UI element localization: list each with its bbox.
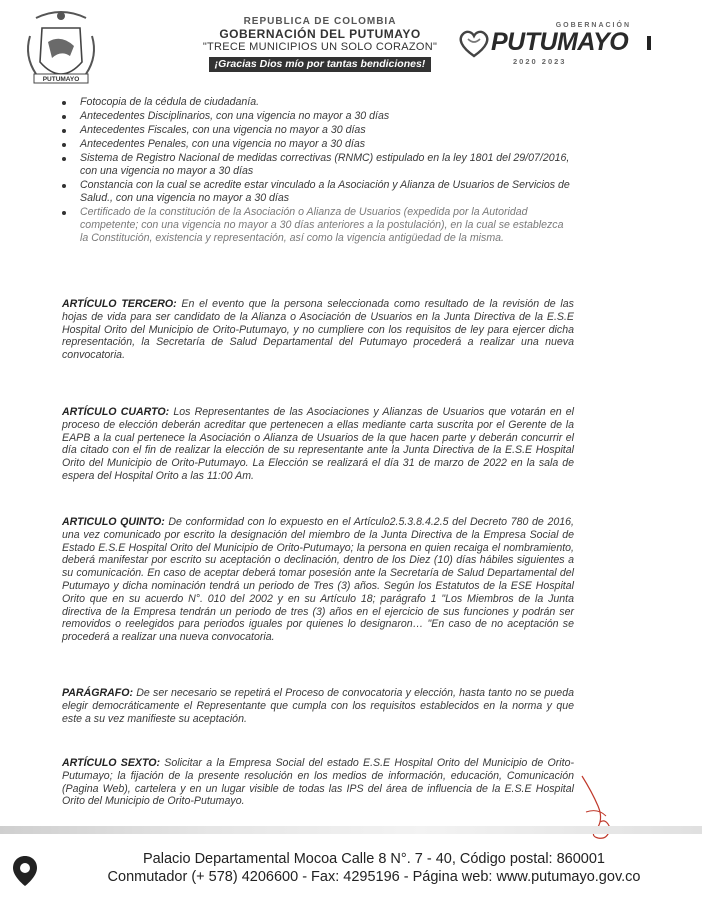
footer-contact	[54, 850, 694, 886]
article-heading: ARTÍCULO CUARTO:	[62, 406, 170, 418]
scan-divider	[0, 826, 702, 834]
government-title: GOBERNACIÓN DEL PUTUMAYO	[219, 27, 421, 41]
footer-address: Palacio Departamental Mocoa Calle 8 N°. 7 - 40, Código postal: 860001	[142, 851, 605, 867]
article-text: Solicitar a la Empresa Social del estado E.S.E Hospital Orito del Municipio de Orito-Putumayo; la fijación de la presente resolución en los medios de información, educación, Comunicación (Pagina Web), cartelera y en un lugar visible de todas las IPS del área de influencia de la E.S.E Hospital Orito del Municipio de Orito-Putumayo.	[62, 757, 574, 808]
motto: "TRECE MUNICIPIOS UN SOLO CORAZON"	[202, 41, 438, 53]
putumayo-brand-logo	[455, 22, 635, 68]
requirements-list	[62, 96, 574, 246]
article-text: Los Representantes de las Asociaciones y Alianzas de Usuarios que votarán en el proceso de elección deberán acreditar que pertenecen a ellas mediante carta suscrita por el Gerente de la EAPB a la cual pertenece la Asociación o Alianza de Usuarios de la que hacen parte y deberán concurrir el día citado con el fin de realizar la elección de su representante ante la Junta Directiva de la E.S.E Hospital Orito del Municipio de Orito-Putumayo. La Elección se realizará el día 31 de marzo de 2022 en la sala de espera del Hospital Orito a las 11:00 Am.	[62, 406, 574, 482]
article-cuarto	[62, 406, 574, 483]
seal-label: PUTUMAYO	[42, 76, 80, 83]
article-quinto	[62, 516, 574, 644]
footer-phone-web: Conmutador (+ 578) 4206600 - Fax: 4295196 - Página web: www.putumayo.gov.co	[107, 869, 641, 885]
article-text: En el evento que la persona seleccionada como resultado de la revisión de las hojas de vida para ser candidato de la Alianza o Asociación de Usuarios en la Junta Directiva de la E.S.E Hospital Orito del Municipio de Orito-Putumayo, y no cumpliere con los requisitos de ley para ejercer dicha representación, la Secretaría de Salud Departamental del Putumayo procederá a realizar una nueva convocatoria.	[62, 298, 574, 362]
list-item: Sistema de Registro Nacional de medidas correctivas (RNMC) estipulado en la ley 1801 del 29/07/2016, con una vigencia no mayor a 30 días	[62, 152, 574, 178]
article-heading: PARÁGRAFO:	[62, 687, 134, 699]
letterhead	[190, 16, 450, 72]
list-item: Certificado de la constitución de la Asociación o Alianza de Usuarios (expedida por la Autoridad competente; con una vigencia no mayor a 30 días anteriores a la postulación), en la cual se establezca la Constitución, existencia y representación, así como la vigencia antigüedad de la misma.	[62, 206, 574, 245]
article-heading: ARTICULO QUINTO:	[62, 516, 165, 528]
article-sexto	[62, 757, 574, 808]
blessing-banner: ¡Gracias Dios mío por tantas bendiciones!	[209, 57, 432, 72]
article-heading: ARTÍCULO TERCERO:	[62, 298, 177, 310]
brand-name: PUTUMAYO	[491, 28, 629, 56]
article-heading: ARTÍCULO SEXTO:	[62, 757, 161, 769]
list-item: Antecedentes Penales, con una vigencia no mayor a 30 días	[62, 138, 574, 151]
article-text: De ser necesario se repetirá el Proceso de convocatoria y elección, hasta tanto no se pueda elegir democráticamente el Representante que cumpla con los requisitos establecidos en la norma y que este a su vez manifieste su aceptación.	[62, 687, 574, 725]
brand-gob-label: GOBERNACIÓN	[555, 22, 631, 29]
list-item: Constancia con la cual se acredite estar vinculado a la Asociación y Alianza de Usuarios de Servicios de Salud., con una vigencia no mayor a 30 días	[62, 179, 574, 205]
list-item: Fotocopia de la cédula de ciudadanía.	[62, 96, 574, 109]
article-tercero	[62, 298, 574, 362]
brand-years: 2020 2023	[513, 57, 567, 66]
republic-label: REPUBLICA DE COLOMBIA	[243, 16, 397, 27]
heart-logo-icon	[457, 26, 491, 60]
list-item: Antecedentes Fiscales, con una vigencia no mayor a 30 días	[62, 124, 574, 137]
paragrafo	[62, 687, 574, 725]
edge-mark	[647, 36, 651, 50]
article-text: De conformidad con lo expuesto en el Artículo2.5.3.8.4.2.5 del Decreto 780 de 2016, una vez comunicado por escrito la designación del miembro de la Junta Directiva de la Empresa Social de Estado E.S.E Hospital Orito del Municipio de Orito-Putumayo; la persona en quien recaiga el nombramiento, deberá manifestar por escrito su aceptación o declinación, dentro de los Diez (10) días hábiles siguientes a su comunicación. En caso de aceptar deberá tomar posesión ante la Secretaría de Salud Departamental del Putumayo y dicha nominación tendrá un periodo de Tres (3) años. Según los Estatutos de la ESE Hospital Orito que en su acuerdo N°. 010 del 2002 y en su Artículo 18; parágrafo 1 "Los Miembros de la Junta directiva de la Empresa tendrán un periodo de tres (3) años en el ejercicio de sus funciones y podrán ser removidos o reelegidos para periodos iguales por quienes lo designaron… "En caso de no aceptación se procederá a realizar una nueva convocatoria.	[62, 516, 574, 644]
list-item: Antecedentes Disciplinarios, con una vigencia no mayor a 30 días	[62, 110, 574, 123]
location-pin-icon	[12, 855, 38, 887]
coat-of-arms-icon	[22, 6, 100, 92]
